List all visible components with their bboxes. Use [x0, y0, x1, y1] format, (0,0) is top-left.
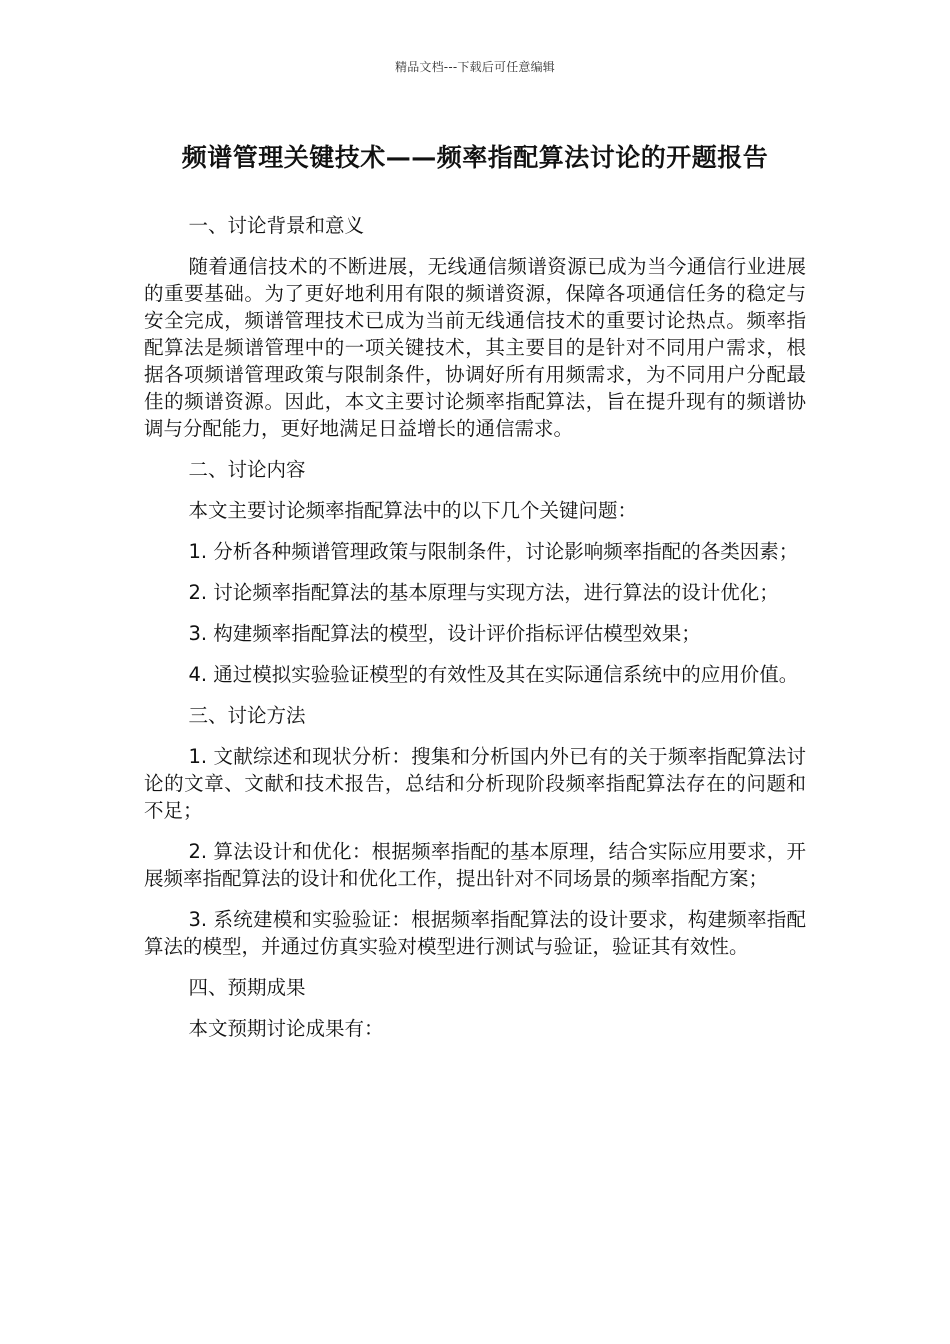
paragraph-content-intro: 本文主要讨论频率指配算法中的以下几个关键问题： — [188, 499, 637, 522]
list-item-content-3: 3. 构建频率指配算法的模型，设计评价指标评估模型效果； — [188, 622, 701, 645]
section-heading-content: 二、讨论内容 — [188, 458, 306, 481]
section-heading-background: 一、讨论背景和意义 — [188, 214, 364, 237]
section-heading-methods: 三、讨论方法 — [188, 704, 306, 727]
list-item-content-4: 4. 通过模拟实验验证模型的有效性及其在实际通信系统中的应用价值。 — [188, 663, 799, 686]
list-item-method-2: 2. 算法设计和优化：根据频率指配的基本原理，结合实际应用要求，开展频率指配算法的设计和优化工作，提出针对不同场景的频率指配方案； — [144, 840, 806, 890]
document-title: 频谱管理关键技术——频率指配算法讨论的开题报告 — [181, 143, 769, 172]
document-body — [144, 212, 806, 1056]
list-item-method-1: 1. 文献综述和现状分析：搜集和分析国内外已有的关于频率指配算法讨论的文章、文献和技术报告，总结和分析现阶段频率指配算法存在的问题和不足； — [144, 745, 806, 822]
list-item-content-2: 2. 讨论频率指配算法的基本原理与实现方法，进行算法的设计优化； — [188, 581, 779, 604]
header-note: 精品文档---下载后可任意编辑 — [395, 60, 555, 74]
list-item-method-3: 3. 系统建模和实验验证：根据频率指配算法的设计要求，构建频率指配算法的模型，并通过仿真实验对模型进行测试与验证，验证其有效性。 — [144, 908, 806, 958]
paragraph-outcomes-intro: 本文预期讨论成果有： — [188, 1017, 384, 1040]
paragraph-background: 随着通信技术的不断进展，无线通信频谱资源已成为当今通信行业进展的重要基础。为了更好地利用有限的频谱资源，保障各项通信任务的稳定与安全完成，频谱管理技术已成为当前无线通信技术的重要讨论热点。频率指配算法是频谱管理中的一项关键技术，其主要目的是针对不同用户需求，根据各项频谱管理政策与限制条件，协调好所有用频需求，为不同用户分配最佳的频谱资源。因此，本文主要讨论频率指配算法，旨在提升现有的频谱协调与分配能力，更好地满足日益增长的通信需求。 — [144, 255, 806, 440]
section-heading-outcomes: 四、预期成果 — [188, 976, 306, 999]
list-item-content-1: 1. 分析各种频谱管理政策与限制条件，讨论影响频率指配的各类因素； — [188, 540, 799, 563]
